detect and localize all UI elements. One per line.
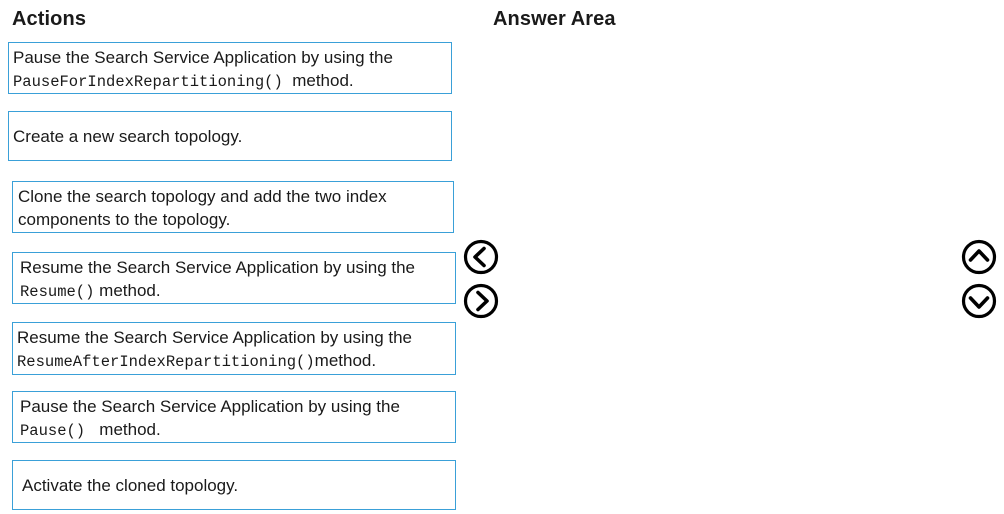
action-text: Resume the Search Service Application by using the	[20, 258, 416, 277]
action-code: Pause()	[20, 422, 86, 440]
answer-area-heading: Answer Area	[493, 8, 616, 30]
move-right-button[interactable]	[463, 283, 499, 319]
action-item-resume-after-index-repartitioning[interactable]	[12, 322, 456, 375]
action-item-pause[interactable]	[12, 391, 456, 443]
move-left-button[interactable]	[463, 239, 499, 275]
action-item-pause-for-index-repartitioning[interactable]	[8, 42, 452, 94]
actions-heading: Actions	[12, 8, 87, 30]
action-code: ResumeAfterIndexRepartitioning()	[17, 353, 315, 371]
action-suffix: method.	[314, 351, 377, 370]
chevron-left-icon	[463, 239, 499, 275]
action-code: PauseForIndexRepartitioning()	[13, 73, 283, 91]
move-down-button[interactable]	[961, 283, 997, 319]
action-item-activate-topology[interactable]	[12, 460, 456, 510]
action-suffix: method.	[99, 420, 161, 439]
chevron-up-icon	[961, 239, 997, 275]
move-up-button[interactable]	[961, 239, 997, 275]
action-item-clone-topology[interactable]	[12, 181, 454, 233]
action-suffix: method.	[99, 281, 161, 300]
chevron-right-icon	[463, 283, 499, 319]
action-code: Resume()	[20, 283, 95, 301]
action-text: Resume the Search Service Application by using the	[17, 328, 413, 347]
chevron-down-icon	[961, 283, 997, 319]
action-text: Pause the Search Service Application by using the	[20, 397, 400, 416]
action-item-create-topology[interactable]	[8, 111, 452, 161]
action-text: Activate the cloned topology.	[22, 475, 239, 495]
action-text: Create a new search topology.	[13, 126, 243, 146]
action-text: Pause the Search Service Application by using the	[13, 48, 393, 67]
action-item-resume[interactable]	[12, 252, 456, 304]
action-text: Clone the search topology and add the two index components to the topology.	[18, 187, 387, 229]
action-suffix: method.	[292, 71, 354, 90]
